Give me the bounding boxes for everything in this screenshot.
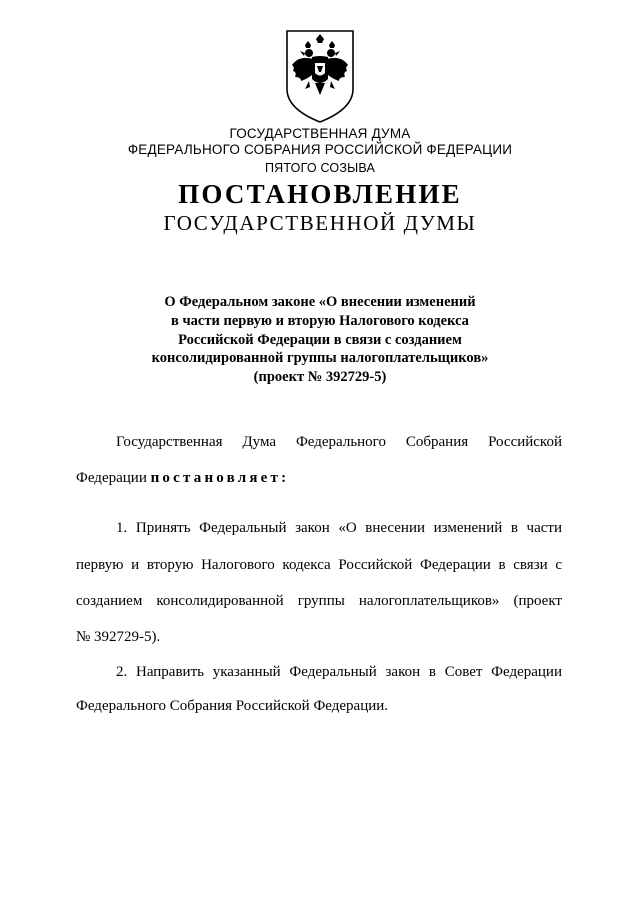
coat-of-arms-emblem xyxy=(285,29,355,124)
subject-line: в части первую и вторую Налогового кодекса xyxy=(171,313,469,329)
document-type-title: ПОСТАНОВЛЕНИЕ xyxy=(178,179,462,209)
preamble-line: Государственная Дума Федерального Собрания Российской xyxy=(116,434,562,450)
resolves-word: постановляет: xyxy=(150,470,290,486)
bill-number: (проект № 392729-5) xyxy=(253,369,387,385)
issuer-parent: ФЕДЕРАЛЬНОГО СОБРАНИЯ РОССИЙСКОЙ ФЕДЕРАЦИИ xyxy=(127,142,513,157)
subject-line: О Федеральном законе «О внесении изменений xyxy=(164,294,476,310)
subject-line: Российской Федерации в связи с созданием xyxy=(178,332,462,348)
subject-line: консолидированной группы налогоплательщиков» xyxy=(151,350,489,366)
double-headed-eagle-icon xyxy=(285,29,355,124)
item-line: 2. Направить указанный Федеральный закон в Совет Федерации xyxy=(116,664,562,680)
item-line: Федерального Собрания Российской Федерации. xyxy=(76,698,389,714)
item-line: № 392729-5). xyxy=(76,629,161,645)
convocation: ПЯТОГО СОЗЫВА xyxy=(264,161,376,175)
item-line: 1. Принять Федеральный закон «О внесении изменений в части xyxy=(116,520,562,536)
item-line: первую и вторую Налогового кодекса Российской Федерации в связи с xyxy=(76,557,562,573)
issuer-name: ГОСУДАРСТВЕННАЯ ДУМА xyxy=(229,126,411,141)
preamble-line xyxy=(76,468,562,488)
item-line: созданием консолидированной группы налогоплательщиков» (проект xyxy=(76,593,562,609)
preamble-prefix: Федерации xyxy=(76,470,147,486)
document-type-subtitle: ГОСУДАРСТВЕННОЙ ДУМЫ xyxy=(163,211,477,235)
